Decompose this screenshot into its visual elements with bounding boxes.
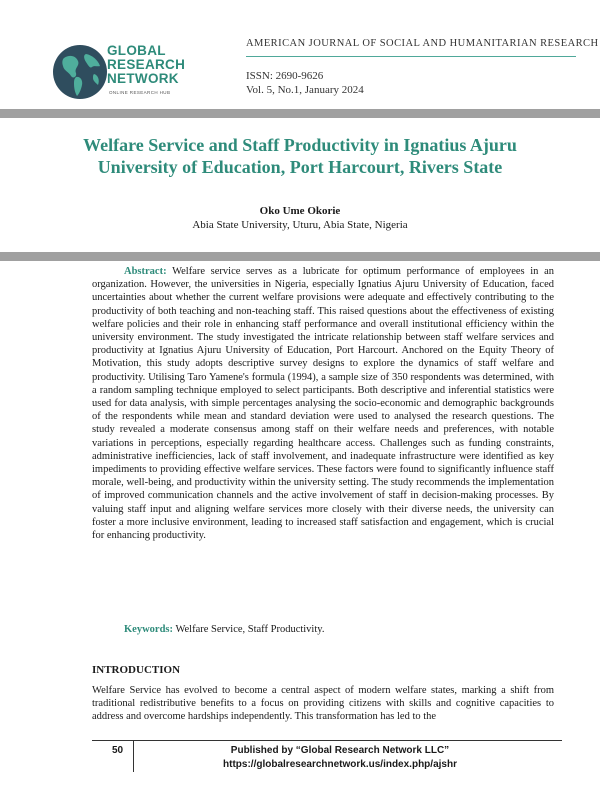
article-title: Welfare Service and Staff Productivity in Ignatius Ajuru University of Education, Port Harcourt, Rivers State	[83, 135, 517, 177]
logo-line-3: NETWORK	[107, 71, 179, 86]
footer-vertical-divider	[133, 740, 134, 772]
keywords	[124, 624, 324, 635]
publisher-logo	[52, 44, 202, 106]
top-divider-band	[0, 109, 600, 118]
introduction-text: Welfare Service has evolved to become a central aspect of modern welfare states, marking a shift from traditional redistributive benefits to a focus on providing citizens with skills and cognitive capacities to address and overcome hardships independently. This transformation has led to the	[92, 685, 554, 723]
logo-wordmark	[107, 44, 185, 86]
header-divider	[246, 56, 576, 57]
globe-icon	[52, 44, 108, 100]
abstract-text: Welfare service serves as a lubricate for optimum performance of employees in an organization. However, the universities in Nigeria, especially Ignatius Ajuru University of Education, faced uncertainties about whether the current welfare provisions were adequate and effectively contributing to the productivity of both teaching and non-teaching staff. This raised questions about the effectiveness of existing welfare policies and their role in enhancing staff performance and overall institutional efficiency within the university environment. The study investigated the intricate relationship between staff welfare services and productivity at Ignatius Ajuru University of Education, Port Harcourt. Anchored on the Equity Theory of Motivation, this study adopts descriptive survey designs to explore the dynamics of staff welfare and productivity. Utilising Taro Yamene's formula (1994), a sample size of 350 respondents was determined, with a random sampling technique employed to select participants. Both descriptive and inferential statistics were used for data analysis, with simple percentages analysing the socio-economic and demographic backgrounds of the respondents while mean and standard deviation were used to analysed the research questions. The study revealed a moderate consensus among staff on their welfare needs and preferences, with notable variations in perceptions, especially regarding healthcare access. Challenges such as funding constraints, administrative inefficiencies, lack of staff involvement, and inadequate infrastructure were identified as key impediments to providing effective welfare services. These factors were found to significantly influence staff morale, well-being, and productivity within the university setting. The study recommends the implementation of improved communication channels and the active involvement of staff in decision-making processes. By valuing staff input and aligning welfare services more closely with their diverse needs, the university can foster a more inclusive environment, leading to increased staff satisfaction and engagement, which is crucial for enhancing productivity.	[92, 266, 555, 542]
issn: ISSN: 2690-9626	[246, 70, 324, 82]
keywords-label: Keywords:	[124, 624, 173, 635]
abstract	[92, 265, 554, 542]
middle-divider-band	[0, 252, 600, 261]
footer-divider	[92, 740, 562, 741]
introduction-heading: INTRODUCTION	[92, 664, 181, 676]
publisher-credit: Published by “Global Research Network LLC”	[230, 745, 450, 756]
author-affiliation: Abia State University, Uturu, Abia State, Nigeria	[192, 219, 408, 231]
author-name: Oko Ume Okorie	[259, 205, 341, 217]
volume-info: Vol. 5, No.1, January 2024	[246, 84, 364, 96]
page-number: 50	[112, 745, 124, 756]
logo-line-2: RESEARCH	[107, 57, 186, 72]
abstract-label: Abstract:	[124, 266, 167, 277]
journal-name: AMERICAN JOURNAL OF SOCIAL AND HUMANITARIAN RESEARCH	[246, 38, 599, 49]
keywords-text: Welfare Service, Staff Productivity.	[175, 624, 325, 635]
logo-tagline: ONLINE RESEARCH HUB	[109, 90, 171, 95]
logo-line-1: GLOBAL	[107, 43, 166, 58]
journal-url[interactable]: https://globalresearchnetwork.us/index.php/ajshr	[223, 759, 457, 770]
